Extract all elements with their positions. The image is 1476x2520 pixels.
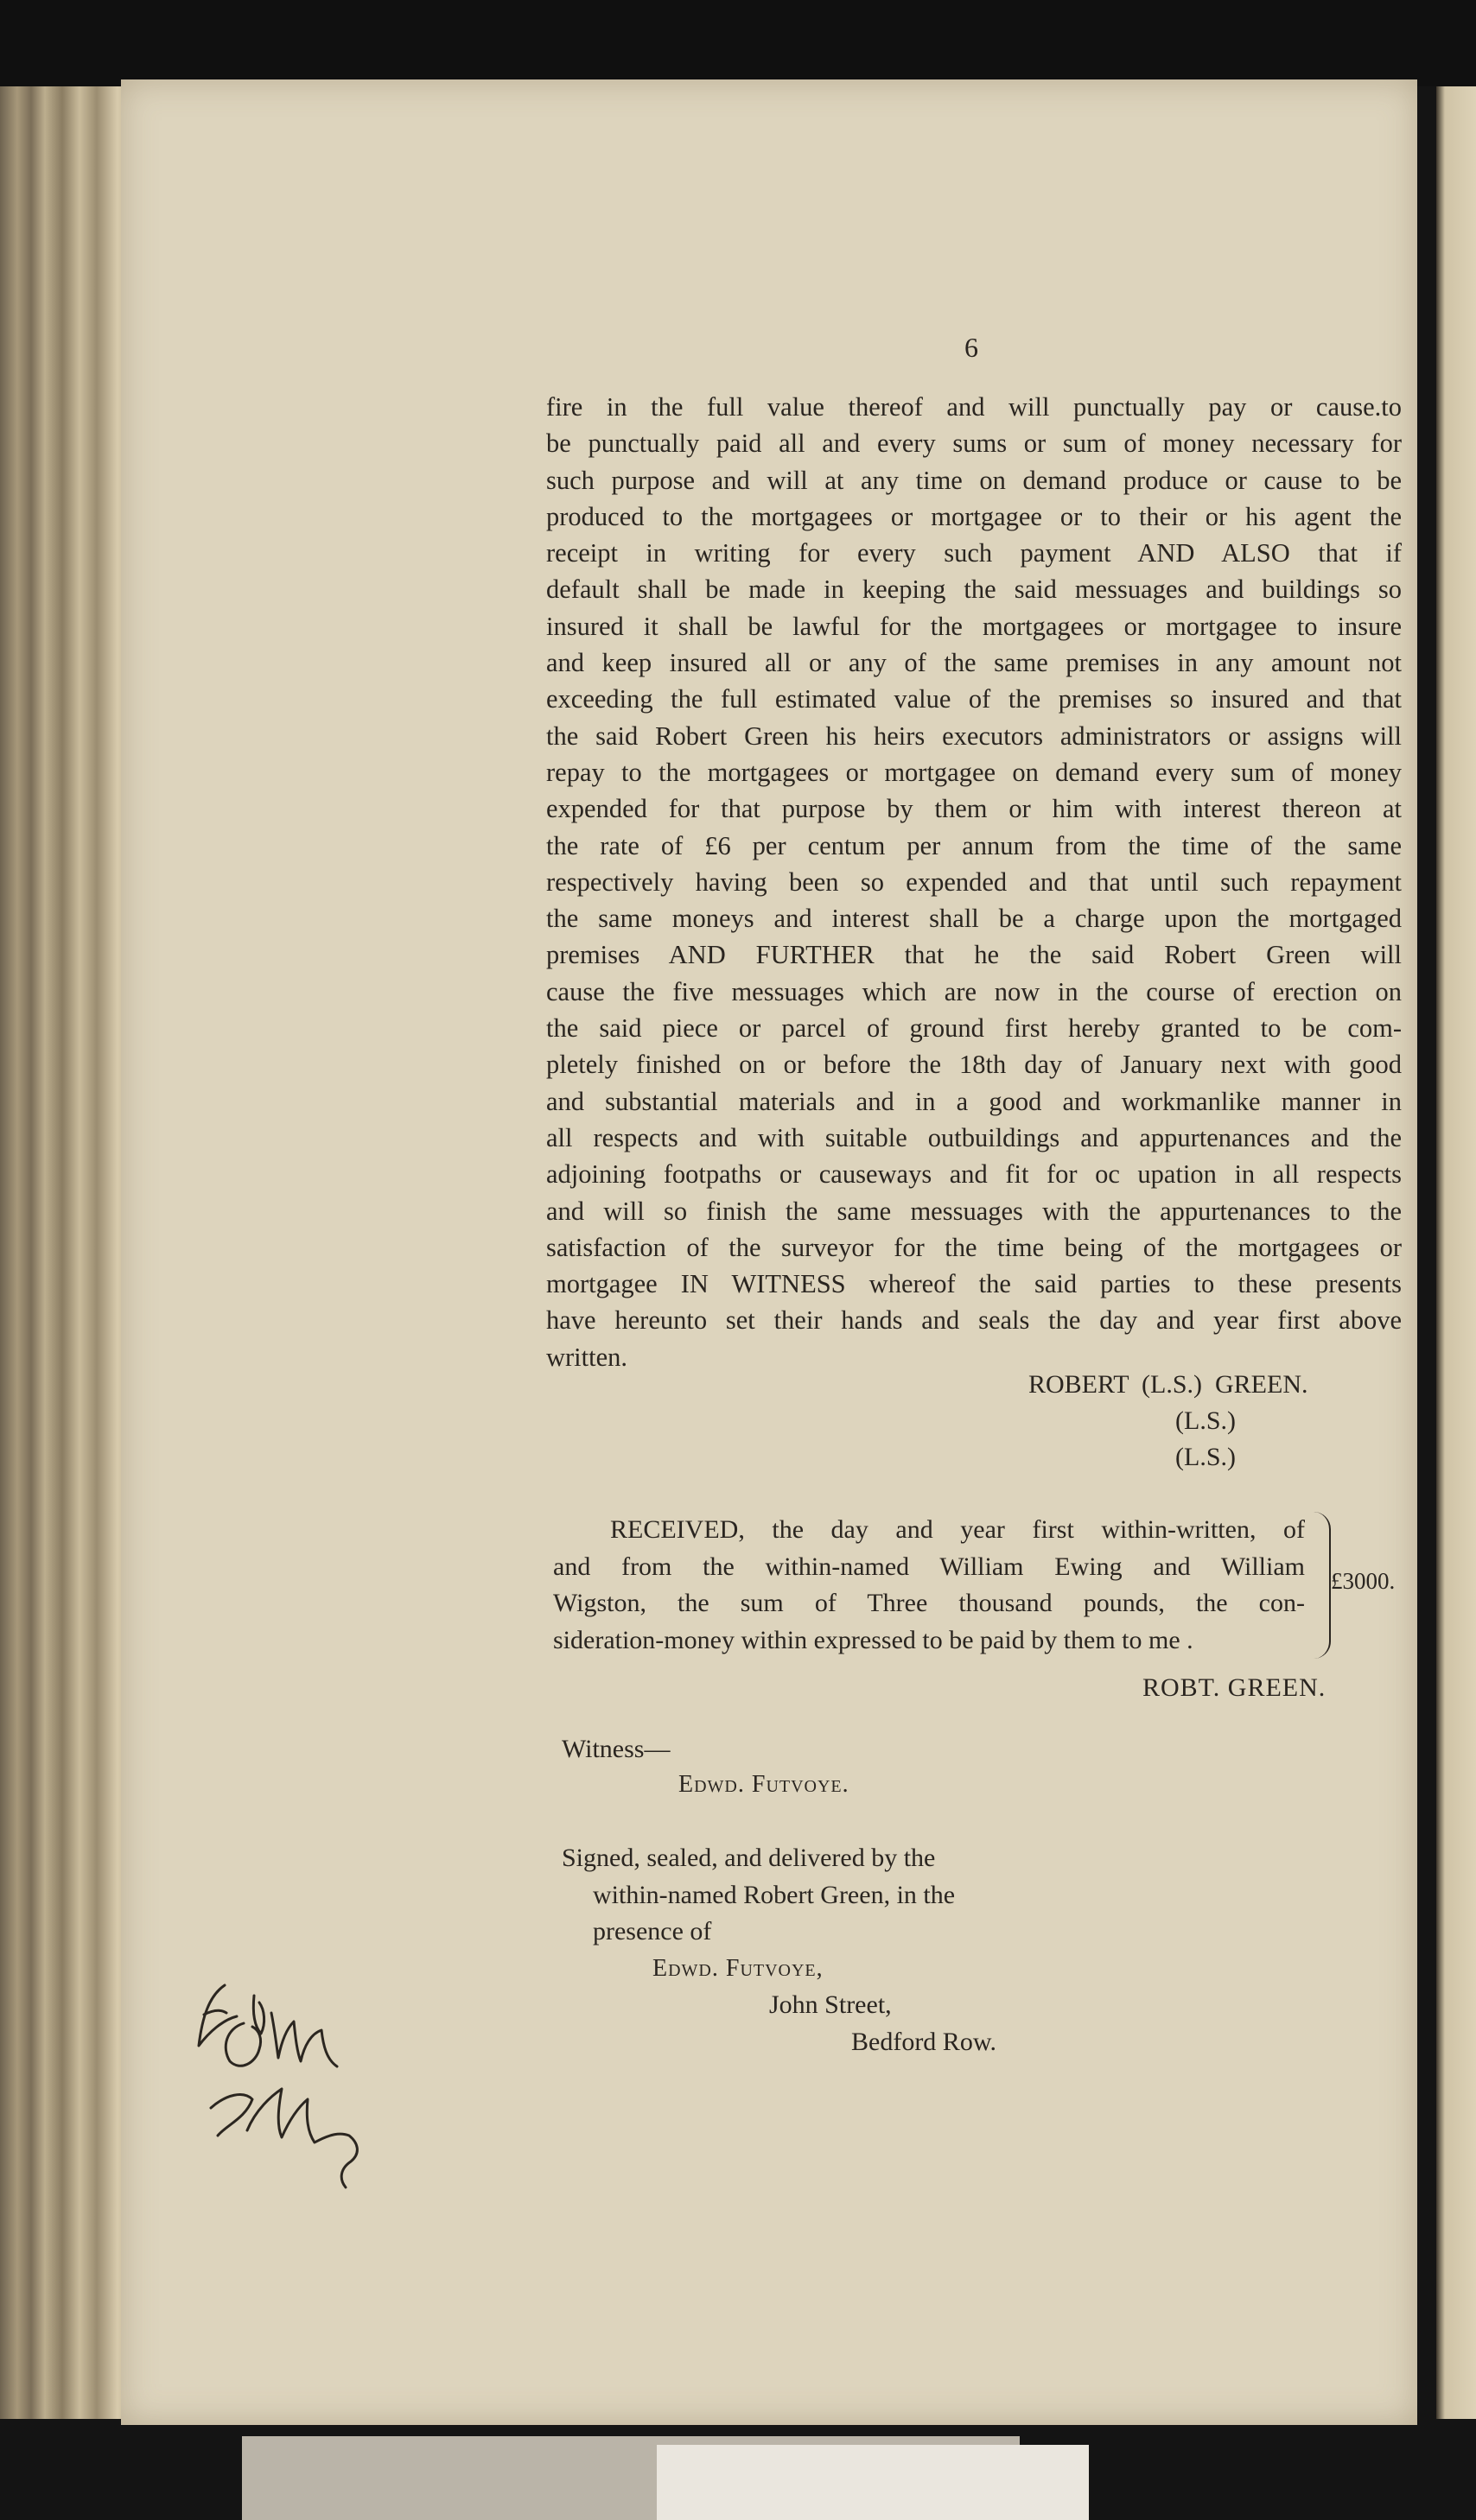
- body-line: such purpose and will at any time on demand produce or cause to be: [546, 465, 1402, 495]
- body-line: and will so finish the same messuages with the appurtenances to the: [546, 1196, 1402, 1226]
- body-line: fire in the full value thereof and will punctually pay or cause.to: [546, 392, 1402, 422]
- body-line: receipt in writing for every such payment AND ALSO that if: [546, 538, 1402, 568]
- body-line: adjoining footpaths or causeways and fit for oc upation in all respects: [546, 1159, 1402, 1190]
- witness-name: Edwd. Futvoye.: [678, 1771, 849, 1798]
- receipt-line: RECEIVED, the day and year first within-written, of: [610, 1515, 1305, 1544]
- body-line: the said Robert Green his heirs executors administrators or assigns will: [546, 720, 1402, 751]
- receipt-amount: £3000.: [1331, 1568, 1396, 1594]
- body-line: premises AND FURTHER that he the said Robert Green will: [546, 940, 1402, 970]
- signed-address-row: Bedford Row.: [851, 2027, 997, 2056]
- deed-body-text: [546, 389, 1402, 1375]
- handwritten-initials: [192, 1978, 382, 2229]
- body-line: repay to the mortgagees or mortgagee on demand every sum of money: [546, 757, 1402, 787]
- body-line: cause the five messuages which are now in the course of erection on: [546, 976, 1402, 1006]
- signed-address-street: John Street,: [769, 1990, 892, 2019]
- body-line: insured it shall be lawful for the mortgagees or mortgagee to insure: [546, 611, 1402, 641]
- body-line: the rate of £6 per centum per annum from the time of the same: [546, 830, 1402, 860]
- signed-line: Signed, sealed, and delivered by the: [562, 1844, 936, 1872]
- book-page-edges: [0, 86, 138, 2419]
- receipt-signature: ROBT. GREEN.: [1142, 1673, 1326, 1702]
- receipt-brace: [1310, 1512, 1331, 1659]
- body-line: pletely finished on or before the 18th day of January next with good: [546, 1050, 1402, 1080]
- body-line: the said piece or parcel of ground first hereby granted to be com-: [546, 1013, 1402, 1044]
- seal-row: (L.S.): [1175, 1443, 1236, 1471]
- body-line: satisfaction of the surveyor for the time being of the mortgagees or: [546, 1232, 1402, 1262]
- body-line: have hereunto set their hands and seals the day and year first above: [546, 1305, 1402, 1336]
- signed-line: within-named Robert Green, in the: [593, 1880, 956, 1909]
- body-line: and keep insured all or any of the same premises in any amount not: [546, 648, 1402, 678]
- body-line: expended for that purpose by them or him with interest thereon at: [546, 794, 1402, 824]
- adjacent-page-edge: [1436, 86, 1476, 2419]
- execution-clause: [562, 1840, 996, 2060]
- signed-witness-name: Edwd. Futvoye,: [652, 1954, 824, 1982]
- signature-seals: [1028, 1367, 1307, 1476]
- body-line: mortgagee IN WITNESS whereof the said parties to these presents: [546, 1269, 1402, 1299]
- receipt-line: Wigston, the sum of Three thousand pounds, the con-: [553, 1589, 1305, 1617]
- body-line: the same moneys and interest shall be a charge upon the mortgaged: [546, 904, 1402, 934]
- signed-line: presence of: [593, 1917, 712, 1946]
- receipt-clause: [553, 1512, 1305, 1659]
- page-number: 6: [964, 332, 978, 363]
- body-line: produced to the mortgagees or mortgagee or to their or his agent the: [546, 501, 1402, 531]
- body-line: exceeding the full estimated value of the premises so insured and that: [546, 684, 1402, 714]
- body-line: respectively having been so expended and that until such repayment: [546, 866, 1402, 897]
- seal-row: (L.S.): [1175, 1406, 1236, 1435]
- witness-label: Witness—: [562, 1735, 671, 1763]
- dark-background-top: [0, 0, 1476, 86]
- seal-row-robert-green: ROBERT (L.S.) GREEN.: [1028, 1370, 1308, 1399]
- body-line: written.: [546, 1342, 628, 1372]
- body-line: default shall be made in keeping the said messuages and buildings so: [546, 574, 1402, 605]
- receipt-line: and from the within-named William Ewing and William: [553, 1552, 1305, 1581]
- bottom-paper-strip-light: [657, 2445, 1089, 2520]
- receipt-line: sideration-money within expressed to be paid by them to me .: [553, 1625, 1193, 1654]
- body-line: all respects and with suitable outbuildings and appurtenances and the: [546, 1122, 1402, 1152]
- body-line: be punctually paid all and every sums or sum of money necessary for: [546, 428, 1402, 459]
- body-line: and substantial materials and in a good and workmanlike manner in: [546, 1086, 1402, 1116]
